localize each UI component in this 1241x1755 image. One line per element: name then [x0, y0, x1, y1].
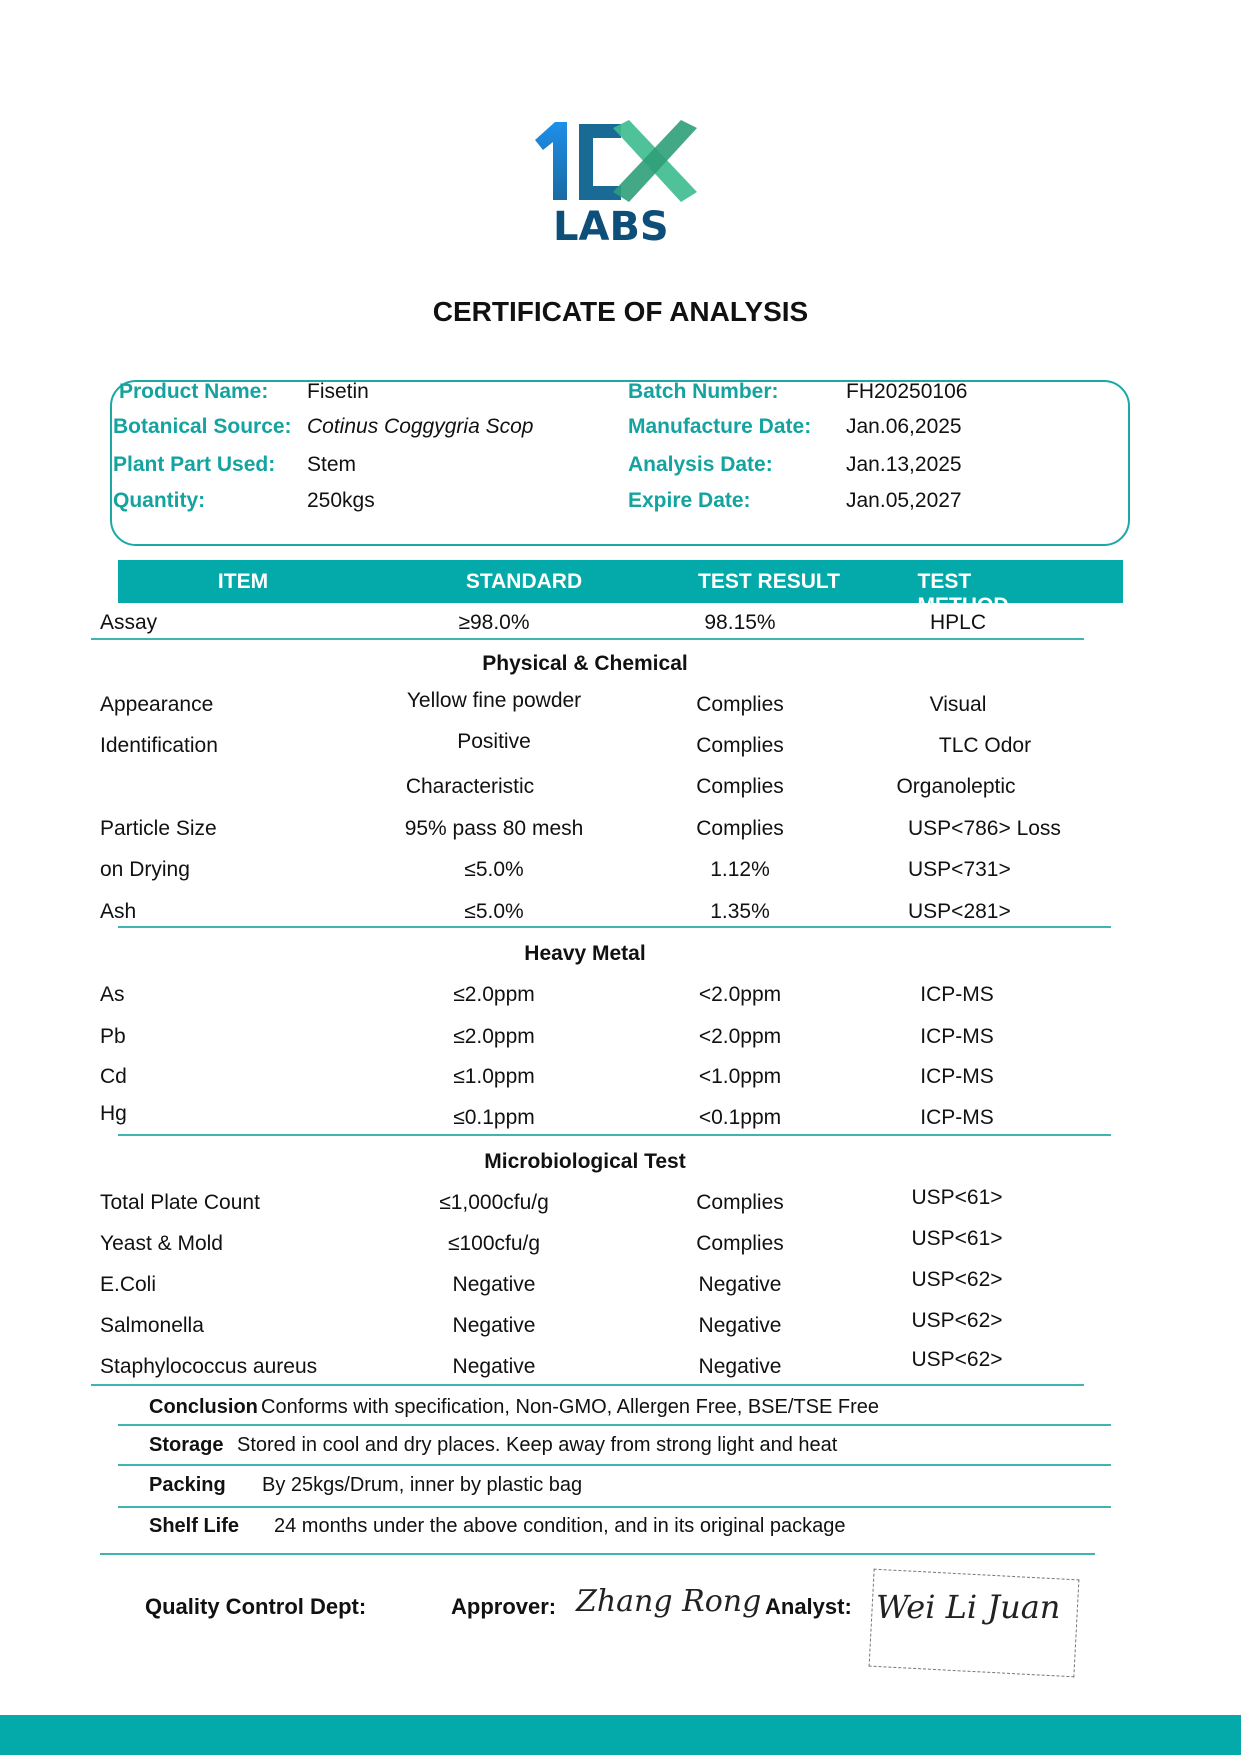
- cell-item: Assay: [100, 611, 158, 634]
- note-key: Storage: [149, 1434, 224, 1456]
- footer-bar: [0, 1715, 1241, 1755]
- cell-method: USP<786> Loss: [908, 817, 1061, 840]
- cell-item: on Drying: [100, 858, 190, 881]
- cell-result: Negative: [698, 1314, 782, 1337]
- cell-method: ICP-MS: [920, 1106, 994, 1129]
- batch-number-value: FH20250106: [846, 380, 968, 403]
- note-key: Shelf Life: [149, 1515, 240, 1537]
- cell-item: Pb: [100, 1025, 126, 1048]
- note-value: By 25kgs/Drum, inner by plastic bag: [262, 1474, 583, 1496]
- cell-result: 1.12%: [710, 858, 770, 881]
- cell-method: TLC Odor: [938, 734, 1032, 757]
- cell-method: USP<62>: [911, 1309, 1003, 1332]
- section-title-microbiological: Microbiological Test: [484, 1150, 686, 1173]
- cell-method: USP<281>: [908, 900, 1011, 923]
- cell-method: ICP-MS: [920, 983, 994, 1006]
- divider: [118, 1134, 1111, 1136]
- manufacture-date-label: Manufacture Date:: [628, 415, 812, 438]
- cell-result: Complies: [696, 1232, 784, 1255]
- cell-item: E.Coli: [100, 1273, 157, 1296]
- divider: [91, 638, 1084, 640]
- section-title-heavy-metal: Heavy Metal: [524, 942, 646, 965]
- cell-method: ICP-MS: [920, 1065, 994, 1088]
- quantity-value: 250kgs: [307, 489, 375, 512]
- cell-item: Cd: [100, 1065, 127, 1088]
- cell-result: Complies: [696, 693, 784, 716]
- cell-standard: ≤100cfu/g: [447, 1232, 541, 1255]
- cell-item: Salmonella: [100, 1314, 204, 1337]
- cell-standard: ≥98.0%: [458, 611, 530, 634]
- cell-item: Appearance: [100, 693, 214, 716]
- cell-result: 98.15%: [704, 611, 776, 634]
- note-value: 24 months under the above condition, and in its original package: [274, 1515, 846, 1537]
- divider: [91, 1384, 1084, 1386]
- cell-standard: ≤5.0%: [464, 900, 524, 923]
- cell-result: Negative: [698, 1273, 782, 1296]
- cell-standard: ≤2.0ppm: [453, 983, 535, 1006]
- note-key: Packing: [149, 1474, 226, 1496]
- cell-item: Particle Size: [100, 817, 217, 840]
- document-title: CERTIFICATE OF ANALYSIS: [432, 296, 809, 327]
- cell-result: 1.35%: [710, 900, 770, 923]
- cell-item: Yeast & Mold: [100, 1232, 223, 1255]
- cell-standard: Negative: [452, 1273, 536, 1296]
- botanical-source-label: Botanical Source:: [113, 415, 292, 438]
- cell-result: <0.1ppm: [698, 1106, 782, 1129]
- cell-result: Complies: [696, 775, 784, 798]
- company-logo: [533, 118, 708, 248]
- cell-standard: Yellow fine powder: [406, 689, 582, 712]
- analysis-date-label: Analysis Date:: [628, 453, 773, 476]
- note-key: Conclusion: [149, 1396, 258, 1418]
- cell-method: USP<61>: [911, 1186, 1003, 1209]
- analysis-date-value: Jan.13,2025: [846, 453, 962, 476]
- cell-result: Complies: [696, 1191, 784, 1214]
- divider: [118, 1464, 1111, 1466]
- cell-method: USP<62>: [911, 1268, 1003, 1291]
- cell-result: Negative: [698, 1355, 782, 1378]
- svg-text:LABS: LABS: [553, 204, 669, 248]
- cell-item: Identification: [100, 734, 218, 757]
- cell-standard: Negative: [452, 1314, 536, 1337]
- cell-standard: 95% pass 80 mesh: [404, 817, 584, 840]
- cell-item: Staphylococcus aureus: [100, 1355, 318, 1378]
- botanical-source-value: Cotinus Coggygria Scop: [307, 415, 534, 438]
- cell-result: Complies: [696, 817, 784, 840]
- cell-standard: ≤1.0ppm: [453, 1065, 535, 1088]
- header-test-method: TEST METHOD: [917, 570, 1009, 617]
- cell-standard: Characteristic: [405, 775, 535, 798]
- header-standard: STANDARD: [465, 570, 583, 593]
- approver-signature: Zhang Rong: [576, 1584, 762, 1619]
- logo-graphic-icon: [533, 118, 708, 248]
- cell-method: Organoleptic: [896, 775, 1016, 798]
- cell-standard: Positive: [457, 730, 531, 753]
- header-item: ITEM: [217, 570, 269, 593]
- cell-standard: ≤0.1ppm: [453, 1106, 535, 1129]
- analyst-label: Analyst:: [765, 1594, 852, 1619]
- cell-method: ICP-MS: [920, 1025, 994, 1048]
- batch-number-label: Batch Number:: [628, 380, 779, 403]
- cell-standard: ≤5.0%: [464, 858, 524, 881]
- plant-part-value: Stem: [307, 453, 357, 476]
- qc-dept-label: Quality Control Dept:: [145, 1594, 367, 1619]
- cell-method: USP<61>: [911, 1227, 1003, 1250]
- cell-method: HPLC: [929, 611, 987, 634]
- section-title-physical-chemical: Physical & Chemical: [482, 652, 688, 675]
- cell-result: <2.0ppm: [698, 983, 782, 1006]
- manufacture-date-value: Jan.06,2025: [846, 415, 962, 438]
- divider: [118, 1506, 1111, 1508]
- cell-method: Visual: [929, 693, 987, 716]
- divider: [118, 926, 1111, 928]
- product-name-label: Product Name:: [119, 380, 269, 403]
- note-value: Conforms with specification, Non-GMO, Allergen Free, BSE/TSE Free: [261, 1396, 879, 1418]
- plant-part-label: Plant Part Used:: [113, 453, 276, 476]
- cell-standard: ≤1,000cfu/g: [439, 1191, 549, 1214]
- cell-result: <1.0ppm: [698, 1065, 782, 1088]
- header-test-result: TEST RESULT: [698, 570, 840, 593]
- divider: [118, 1424, 1111, 1426]
- cell-method: USP<731>: [908, 858, 1011, 881]
- cell-result: <2.0ppm: [698, 1025, 782, 1048]
- product-name-value: Fisetin: [307, 380, 369, 403]
- expire-date-value: Jan.05,2027: [846, 489, 962, 512]
- quantity-label: Quantity:: [113, 489, 206, 512]
- cell-standard: Negative: [452, 1355, 536, 1378]
- table-header: [118, 560, 1123, 617]
- approver-label: Approver:: [451, 1594, 557, 1619]
- cell-item: Ash: [100, 900, 137, 923]
- cell-item: Hg: [100, 1102, 127, 1125]
- cell-item: As: [100, 983, 125, 1006]
- cell-result: Complies: [696, 734, 784, 757]
- divider: [100, 1553, 1095, 1555]
- cell-item: Total Plate Count: [100, 1191, 260, 1214]
- cell-standard: ≤2.0ppm: [453, 1025, 535, 1048]
- analyst-signature: Wei Li Juan: [876, 1588, 1061, 1626]
- expire-date-label: Expire Date:: [628, 489, 751, 512]
- cell-method: USP<62>: [911, 1348, 1003, 1371]
- note-value: Stored in cool and dry places. Keep away from strong light and heat: [237, 1434, 838, 1456]
